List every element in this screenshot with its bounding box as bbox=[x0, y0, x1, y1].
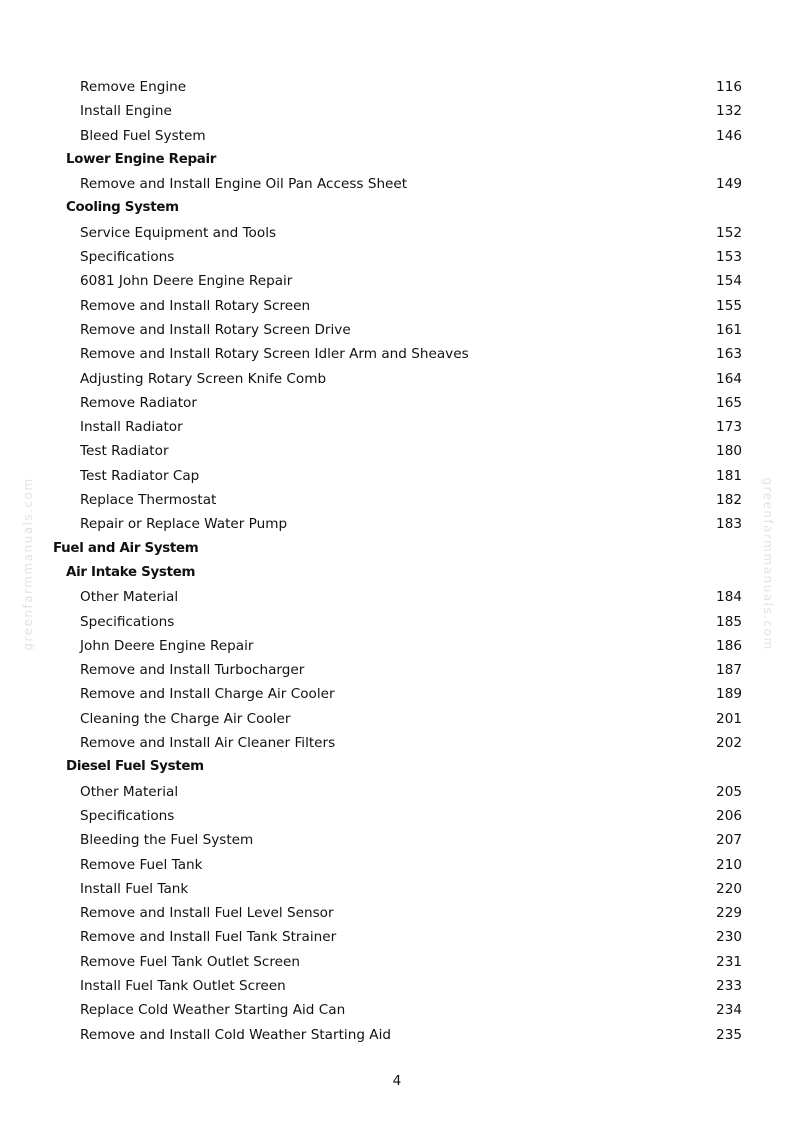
toc-entry-title[interactable]: Remove Engine bbox=[80, 79, 187, 95]
toc-entry-title[interactable]: Remove and Install Rotary Screen Idler Arm and Sheaves bbox=[80, 346, 469, 363]
toc-entry[interactable] bbox=[0, 974, 794, 998]
toc-entry[interactable] bbox=[0, 1023, 794, 1047]
toc-entry[interactable] bbox=[0, 75, 794, 99]
toc-entry-title[interactable]: Remove and Install Engine Oil Pan Access Sheet bbox=[80, 176, 408, 193]
toc-entry-title[interactable]: Remove Fuel Tank bbox=[80, 856, 203, 873]
toc-entry-page-number[interactable]: 164 bbox=[716, 370, 742, 387]
toc-entry[interactable] bbox=[0, 780, 794, 804]
toc-section-heading bbox=[0, 755, 794, 779]
toc-heading-title: Air Intake System bbox=[66, 564, 196, 580]
toc-entry-page-number[interactable]: 230 bbox=[716, 929, 742, 946]
toc-entry[interactable] bbox=[0, 998, 794, 1022]
toc-entry[interactable] bbox=[0, 828, 794, 852]
toc-entry-page-number[interactable]: 235 bbox=[716, 1026, 742, 1043]
toc-entry-title[interactable]: Repair or Replace Water Pump bbox=[80, 516, 288, 533]
toc-entry-page-number[interactable]: 183 bbox=[716, 516, 742, 533]
toc-entry-page-number[interactable]: 155 bbox=[716, 297, 742, 314]
toc-section-heading bbox=[0, 561, 794, 585]
toc-entry-title[interactable]: Bleeding the Fuel System bbox=[80, 832, 254, 849]
toc-entry-page-number[interactable]: 152 bbox=[716, 224, 742, 241]
page-number: 4 bbox=[392, 1073, 402, 1089]
toc-entry-page-number[interactable]: 165 bbox=[716, 394, 742, 411]
toc-entry[interactable] bbox=[0, 901, 794, 925]
watermark-right: greenfarmmanuals.com bbox=[761, 477, 775, 651]
toc-entry-title[interactable]: Remove and Install Fuel Tank Strainer bbox=[80, 929, 337, 946]
toc-entry-page-number[interactable]: 186 bbox=[716, 637, 742, 654]
toc-entry-title[interactable]: Bleed Fuel System bbox=[80, 127, 206, 144]
toc-entry[interactable] bbox=[0, 877, 794, 901]
toc-entry[interactable] bbox=[0, 318, 794, 342]
toc-entry[interactable] bbox=[0, 585, 794, 609]
toc-entry[interactable] bbox=[0, 245, 794, 269]
toc-entry[interactable] bbox=[0, 682, 794, 706]
toc-entry-page-number[interactable]: 202 bbox=[716, 735, 742, 752]
toc-entry-page-number[interactable]: 181 bbox=[716, 467, 742, 484]
toc-entry-page-number[interactable]: 180 bbox=[716, 443, 742, 460]
toc-entry-page-number[interactable]: 206 bbox=[716, 807, 742, 824]
toc-entry-page-number[interactable]: 229 bbox=[716, 905, 742, 922]
toc-entry-title[interactable]: Specifications bbox=[80, 613, 175, 630]
toc-entry-title[interactable]: Other Material bbox=[80, 589, 179, 606]
toc-entry[interactable] bbox=[0, 269, 794, 293]
toc-entry-page-number[interactable]: 173 bbox=[716, 419, 742, 436]
toc-entry[interactable] bbox=[0, 488, 794, 512]
toc-heading-title: Lower Engine Repair bbox=[66, 151, 217, 167]
toc-entry[interactable] bbox=[0, 124, 794, 148]
toc-entry-page-number[interactable]: 184 bbox=[716, 589, 742, 606]
toc-entry-title[interactable]: Install Engine bbox=[80, 103, 172, 120]
toc-entry[interactable] bbox=[0, 99, 794, 123]
toc-section-heading bbox=[0, 148, 794, 172]
toc-entry[interactable] bbox=[0, 294, 794, 318]
toc-entry-title[interactable]: Remove and Install Cold Weather Starting Aid bbox=[80, 1026, 391, 1043]
toc-entry-page-number[interactable]: 132 bbox=[716, 103, 742, 120]
toc-entry-title[interactable]: Remove and Install Fuel Level Sensor bbox=[80, 905, 334, 922]
toc-entry-page-number[interactable]: 161 bbox=[716, 321, 742, 338]
toc-entry-title[interactable]: Adjusting Rotary Screen Knife Comb bbox=[80, 370, 327, 387]
toc-heading-title: Diesel Fuel System bbox=[66, 759, 204, 775]
toc-section-heading bbox=[0, 196, 794, 220]
toc-entry-page-number[interactable]: 233 bbox=[716, 977, 742, 994]
toc-entry-page-number[interactable]: 220 bbox=[716, 880, 742, 897]
toc-entry-title[interactable]: Remove and Install Charge Air Cooler bbox=[80, 686, 335, 703]
toc-entry-page-number[interactable]: 210 bbox=[716, 856, 742, 873]
toc-entry-title[interactable]: Replace Cold Weather Starting Aid Can bbox=[80, 1002, 346, 1019]
toc-entry[interactable] bbox=[0, 925, 794, 949]
toc-entry-page-number[interactable]: 234 bbox=[716, 1002, 742, 1019]
toc-entry-title[interactable]: Install Fuel Tank bbox=[80, 880, 189, 897]
toc-entry-title[interactable]: Remove and Install Rotary Screen Drive bbox=[80, 321, 351, 338]
toc-entry-page-number[interactable]: 116 bbox=[716, 79, 742, 95]
table-of-contents bbox=[0, 75, 794, 1047]
toc-entry[interactable] bbox=[0, 707, 794, 731]
toc-entry-page-number[interactable]: 182 bbox=[716, 492, 742, 509]
toc-entry-page-number[interactable]: 231 bbox=[716, 953, 742, 970]
toc-entry-title[interactable]: Remove and Install Rotary Screen bbox=[80, 297, 311, 314]
toc-entry-page-number[interactable]: 205 bbox=[716, 783, 742, 800]
toc-entry-page-number[interactable]: 189 bbox=[716, 686, 742, 703]
toc-entry-page-number[interactable]: 149 bbox=[716, 176, 742, 193]
toc-entry[interactable] bbox=[0, 804, 794, 828]
toc-entry[interactable] bbox=[0, 221, 794, 245]
toc-entry-page-number[interactable]: 185 bbox=[716, 613, 742, 630]
toc-entry-title[interactable]: 6081 John Deere Engine Repair bbox=[80, 273, 293, 290]
toc-entry-title[interactable]: Cleaning the Charge Air Cooler bbox=[80, 710, 291, 727]
toc-entry[interactable] bbox=[0, 391, 794, 415]
toc-entry[interactable] bbox=[0, 172, 794, 196]
toc-entry-page-number[interactable]: 163 bbox=[716, 346, 742, 363]
toc-entry[interactable] bbox=[0, 512, 794, 536]
toc-entry-title[interactable]: Replace Thermostat bbox=[80, 492, 217, 509]
watermark-left: greenfarmmanuals.com bbox=[21, 477, 35, 651]
toc-entry-title[interactable]: Test Radiator Cap bbox=[80, 467, 200, 484]
toc-entry-page-number[interactable]: 153 bbox=[716, 249, 742, 266]
toc-entry[interactable] bbox=[0, 342, 794, 366]
toc-section-heading bbox=[0, 537, 794, 561]
toc-heading-title: Cooling System bbox=[66, 200, 179, 216]
toc-entry-title[interactable]: Remove Fuel Tank Outlet Screen bbox=[80, 953, 301, 970]
toc-entry[interactable] bbox=[0, 610, 794, 634]
toc-entry-title[interactable]: Install Radiator bbox=[80, 419, 183, 436]
toc-entry[interactable] bbox=[0, 415, 794, 439]
toc-entry[interactable] bbox=[0, 464, 794, 488]
toc-entry-page-number[interactable]: 146 bbox=[716, 127, 742, 144]
toc-entry-title[interactable]: Install Fuel Tank Outlet Screen bbox=[80, 977, 286, 994]
toc-entry-title[interactable]: Service Equipment and Tools bbox=[80, 224, 277, 241]
toc-entry[interactable] bbox=[0, 853, 794, 877]
toc-entry-page-number[interactable]: 201 bbox=[716, 710, 742, 727]
toc-entry-page-number[interactable]: 154 bbox=[716, 273, 742, 290]
toc-entry-title[interactable]: Remove and Install Turbocharger bbox=[80, 662, 305, 679]
toc-entry-page-number[interactable]: 207 bbox=[716, 832, 742, 849]
toc-entry-title[interactable]: Other Material bbox=[80, 783, 179, 800]
toc-entry-title[interactable]: Remove and Install Air Cleaner Filters bbox=[80, 735, 336, 752]
toc-entry[interactable] bbox=[0, 439, 794, 463]
toc-entry-title[interactable]: Remove Radiator bbox=[80, 394, 197, 411]
toc-entry[interactable] bbox=[0, 731, 794, 755]
toc-entry[interactable] bbox=[0, 367, 794, 391]
toc-entry-title[interactable]: Specifications bbox=[80, 807, 175, 824]
toc-entry-title[interactable]: Specifications bbox=[80, 249, 175, 266]
toc-entry-page-number[interactable]: 187 bbox=[716, 662, 742, 679]
toc-entry[interactable] bbox=[0, 950, 794, 974]
toc-heading-title: Fuel and Air System bbox=[53, 540, 199, 556]
toc-entry-title[interactable]: John Deere Engine Repair bbox=[80, 637, 254, 654]
toc-entry[interactable] bbox=[0, 658, 794, 682]
toc-entry-title[interactable]: Test Radiator bbox=[80, 443, 169, 460]
toc-entry[interactable] bbox=[0, 634, 794, 658]
